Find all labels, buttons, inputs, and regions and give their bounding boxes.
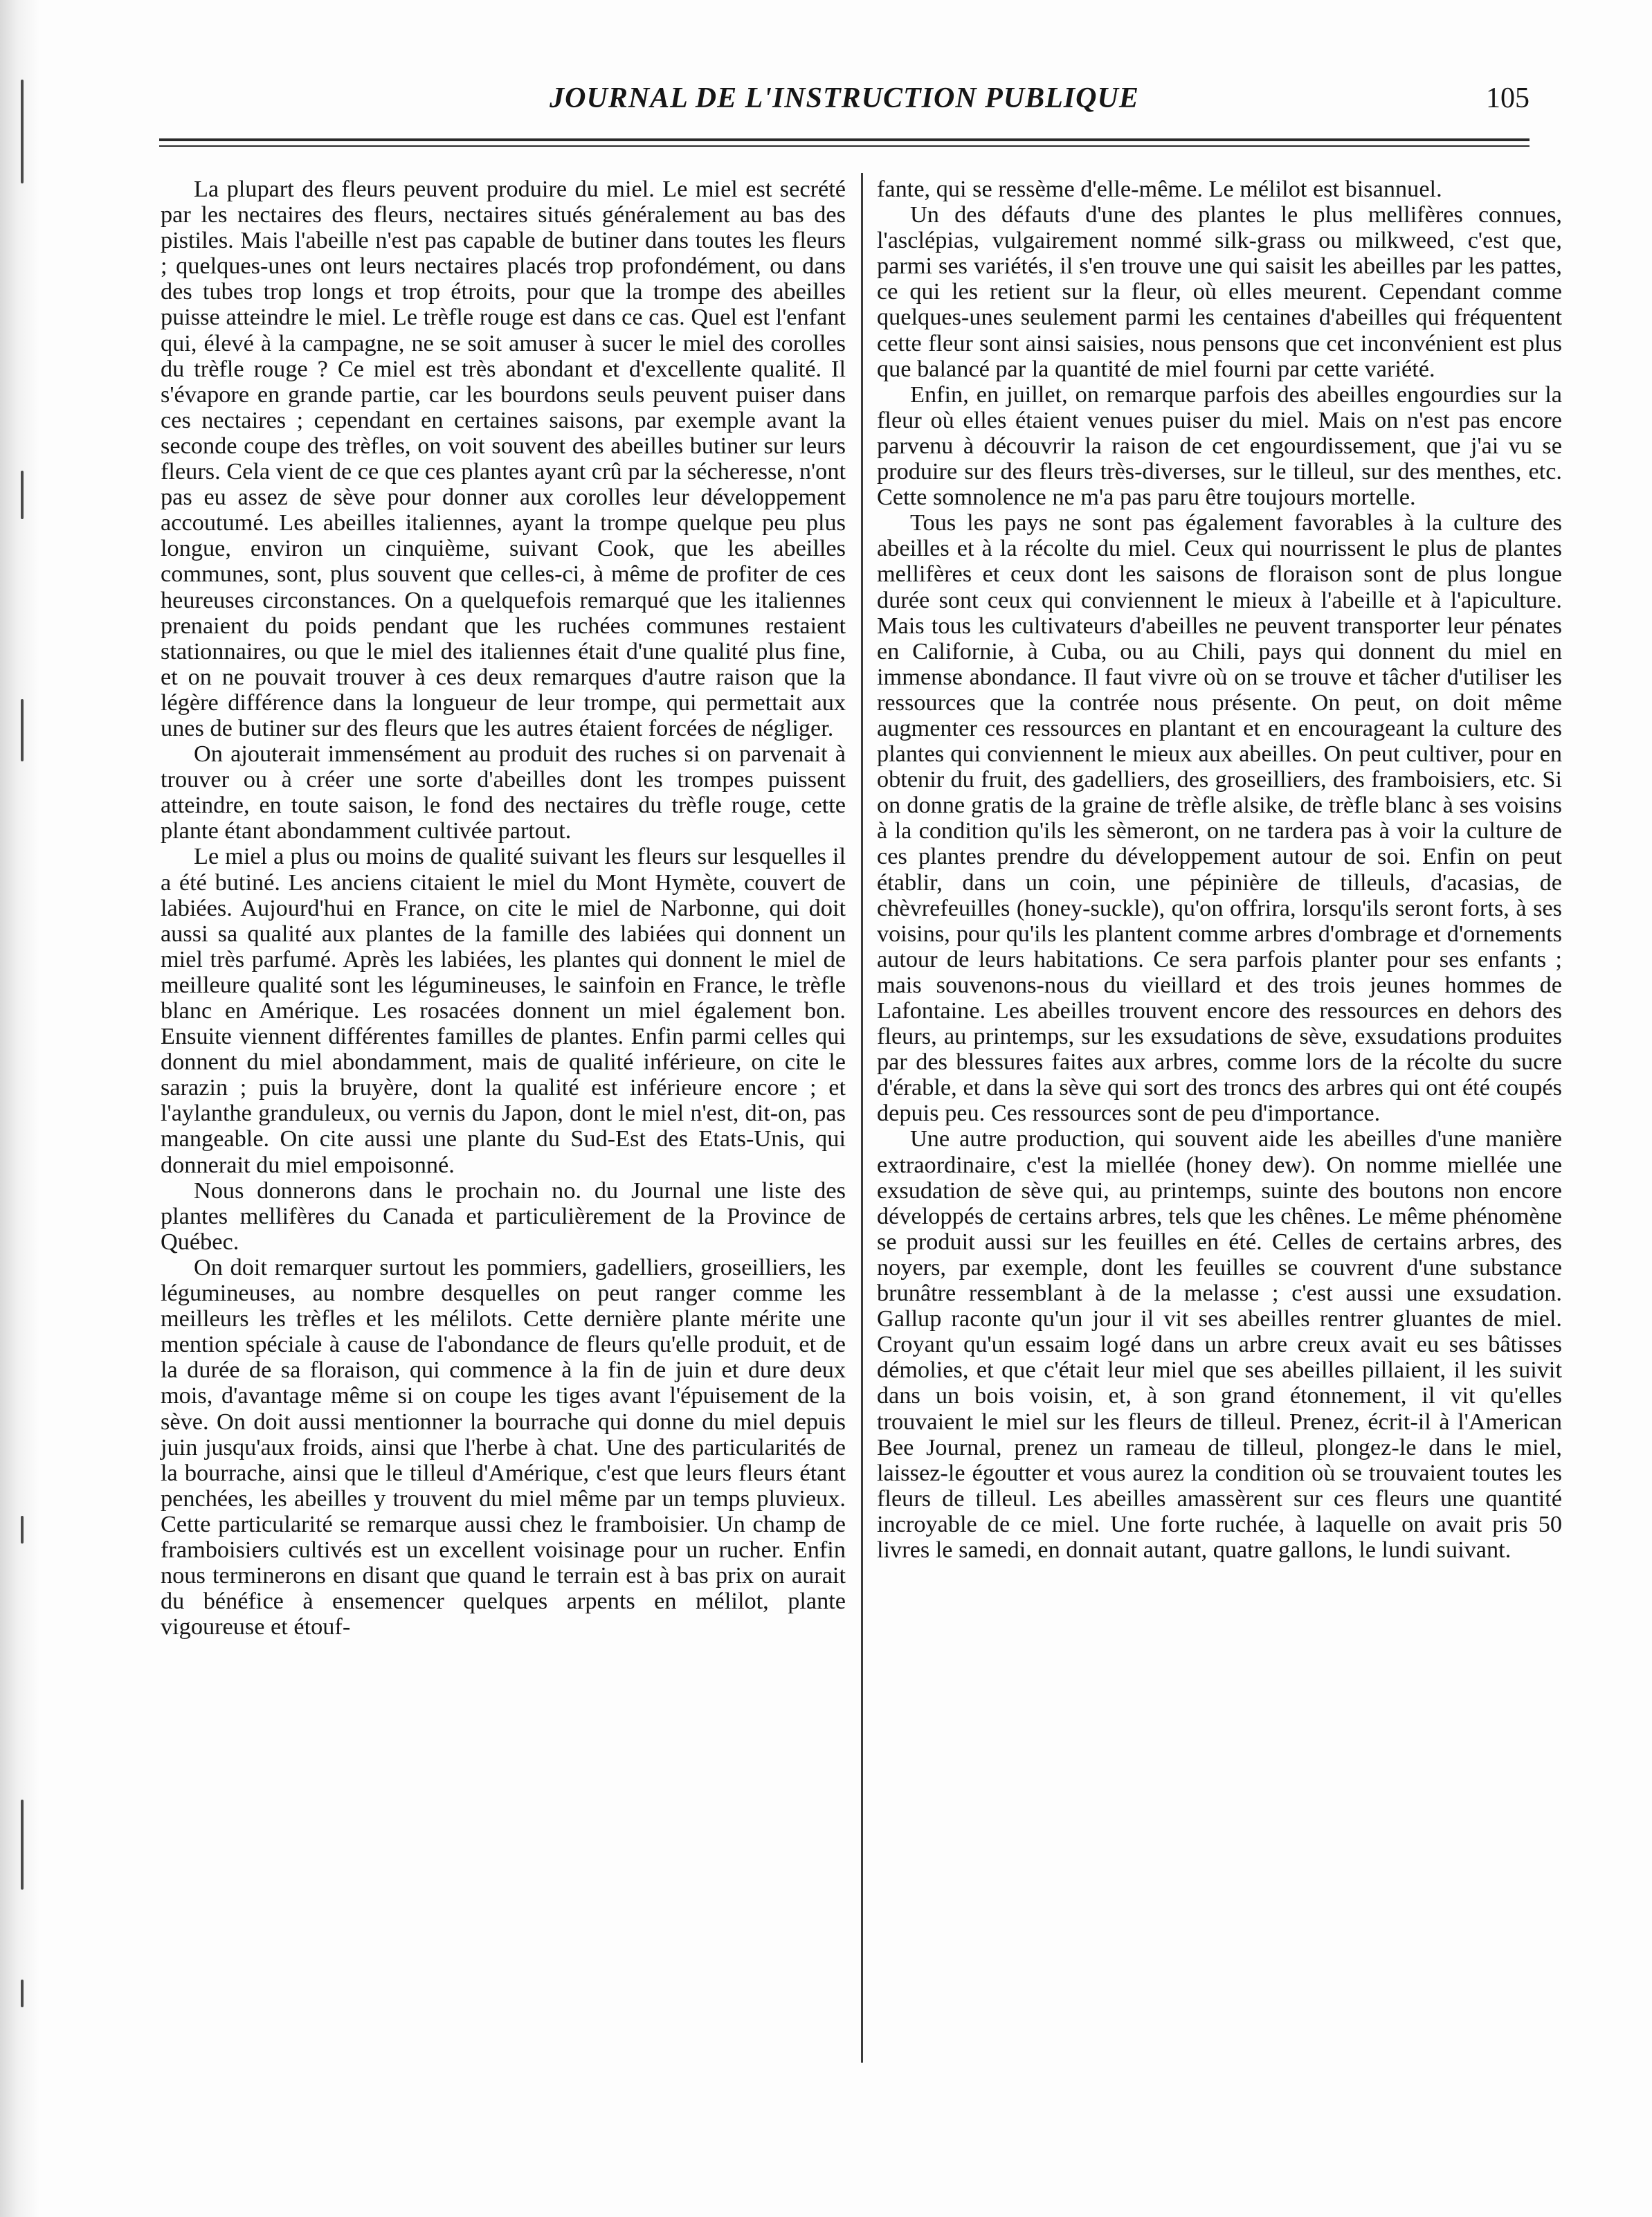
paragraph: Une autre production, qui souvent aide les abeilles d'une manière extraordinaire, c'est la miellée (honey dew). On nomme miellée une exsudation de sève qui, au printemps, suinte des boutons non encore développés de certains arbres, tels que les chênes. Le même phénomène se produit aussi sur les feuilles en été. Celles de certains arbres, des noyers, par exemple, dont les feuilles se couvrent d'une substance brunâtre ressemblant à de la melasse ; c'est aussi une exsudation. Gallup raconte qu'un jour il vit ses abeilles rentrer gluantes de miel. Croyant qu'un essaim logé dans un arbre creux avait eu ses bâtisses démolies, et que c'était leur miel que ses abeilles pillaient, il les suivit dans un bois voisin, et, à son grand étonnement, il vit qu'elles trouvaient le miel sur les fleurs de tilleul. Prenez, écrit-il à l'American Bee Journal, prenez un rameau de tilleul, plongez-le dans le miel, laissez-le égoutter et vous aurez la condition où se trouvaient toutes les fleurs de tilleul. Les abeilles amassèrent sur ces fleurs une quantité incroyable de ce miel. Une forte ruchée, à laquelle on avait pris 50 livres le samedi, en donnait autant, quatre gallons, le lundi suivant. [877,1125,1562,1563]
left-column [161,177,846,1640]
header-rule-thin [159,145,1530,147]
paragraph: Nous donnerons dans le prochain no. du Journal une liste des plantes mellifères du Canada et particulièrement de la Province de Québec. [161,1177,846,1255]
page-header [159,82,1530,137]
running-title: JOURNAL DE L'INSTRUCTION PUBLIQUE [550,82,1139,114]
paragraph: fante, qui se ressème d'elle-même. Le mélilot est bisannuel. [877,176,1442,202]
paragraph: On doit remarquer surtout les pommiers, gadelliers, groseilliers, les légumineuses, au nombre desquelles on peut ranger comme les meilleurs les trèfles et les mélilots. Cette dernière plante mérite une mention spéciale à cause de l'abondance de fleurs qu'elle produit, et de la durée de sa floraison, qui commence à la fin de juin et dure deux mois, d'avantage même si on coupe les tiges avant l'épuisement de la sève. On doit aussi mentionner la bourrache qui donne du miel depuis juin jusqu'aux froids, ainsi que l'herbe à chat. Une des particularités de la bourrache, ainsi que le tilleul d'Amérique, c'est que leurs fleurs étant penchées, les abeilles y trouvent du miel même par un temps pluvieux. Cette particularité se remarque aussi chez le framboisier. Un champ de framboisiers cultivés est un excellent voisinage pour un rucher. Enfin nous terminerons en disant que quand le terrain est à bas prix on aurait du bénéfice à ensemencer quelques arpents en mélilot, plante vigoureuse et étouf- [161,1254,846,1640]
paragraph: Enfin, en juillet, on remarque parfois des abeilles engourdies sur la fleur où elles étaient venues puiser du miel. Mais on n'est pas encore parvenu à découvrir la raison de cet engourdissement, que j'ai vu se produire sur des fleurs très-diverses, sur le tilleul, sur des menthes, etc. Cette somnolence ne m'a pas paru être toujours mortelle. [877,381,1562,511]
column-divider [861,173,863,2063]
paragraph: Un des défauts d'une des plantes le plus mellifères connues, l'asclépias, vulgairement nommé silk-grass ou milkweed, c'est que, parmi ses variétés, il s'en trouve une qui saisit les abeilles par les pattes, ce qui les retient sur la fleur, où elles meurent. Cependant comme quelques-unes seulement parmi les centaines d'abeilles qui fréquentent cette fleur sont ainsi saisies, nous pensons que cet inconvénient est plus que balancé par la quantité de miel fourni par cette variété. [877,201,1562,382]
paragraph: La plupart des fleurs peuvent produire du miel. Le miel est secrété par les nectaires des fleurs, nectaires situés généralement au bas des pistiles. Mais l'abeille n'est pas capable de butiner dans toutes les fleurs ; quelques-unes ont leurs nectaires placés trop profondément, ou dans des tubes trop longs et trop étroits, pour que la trompe des abeilles puisse atteindre le miel. Le trèfle rouge est dans ce cas. Quel est l'enfant qui, élevé à la campagne, ne se soit amuser à sucer le miel des corolles du trèfle rouge ? Ce miel est très abondant et d'excellente qualité. Il s'évapore en grande partie, car les bourdons seuls peuvent puiser dans ces nectaires ; cependant en certaines saisons, par exemple avant la seconde coupe des trèfles, on voit souvent des abeilles butiner sur leurs fleurs. Cela vient de ce que ces plantes ayant crû par la sécheresse, n'ont pas eu assez de sève pour donner aux corolles leur développement accoutumé. Les abeilles italiennes, ayant la trompe quelque peu plus longue, environ un cinquième, suivant Cook, que les abeilles communes, sont, plus souvent que celles-ci, à même de profiter de ces heureuses circonstances. On a quelquefois remarqué que les italiennes prenaient du poids pendant que les ruchées communes restaient stationnaires, ou que le miel des italiennes était d'une qualité plus fine, et on ne pouvait trouver à ces deux remarques d'autre raison que la légère différence dans la longueur de leur trompe, qui permettait aux unes de butiner sur des fleurs que les autres étaient forcées de négliger. [161,176,846,741]
page-number: 105 [1486,82,1530,114]
paragraph: Le miel a plus ou moins de qualité suivant les fleurs sur lesquelles il a été butiné. Les anciens citaient le miel du Mont Hymète, couvert de labiées. Aujourd'hui en France, on cite le miel de Narbonne, qui doit aussi sa qualité aux plantes de la famille des labiées qui donnent un miel très parfumé. Après les labiées, les plantes qui donnent le miel de meilleure qualité sont les légumineuses, le sainfoin en France, le trèfle blanc en Amérique. Les rosacées donnent un miel également bon. Ensuite viennent différentes familles de plantes. Enfin parmi celles qui donnent du miel abondamment, mais de qualité inférieure, on cite le sarazin ; puis la bruyère, dont la qualité est inférieure encore ; et l'aylanthe granduleux, ou vernis du Japon, dont le miel n'est, dit-on, pas mangeable. On cite aussi une plante du Sud-Est des Etats-Unis, qui donnerait du miel empoisonné. [161,843,846,1178]
page-binding-edge [0,0,40,2217]
right-column [877,177,1562,1563]
paragraph: Tous les pays ne sont pas également favorables à la culture des abeilles et à la récolte du miel. Ceux qui nourrissent le plus de plantes mellifères et ceux dont les saisons de floraison sont de plus longue durée sont ceux qui conviennent le mieux à l'abeille et à l'apiculture. Mais tous les cultivateurs d'abeilles ne peuvent transporter leur pénates en Californie, à Cuba, ou au Chili, pays qui donnent du miel en immense abondance. Il faut vivre où on se trouve et tâcher d'utiliser les ressources que la contrée nous présente. On peut, on doit même augmenter ces ressources en plantant et en encourageant la culture des plantes qui conviennent le mieux aux abeilles. On peut cultiver, pour en obtenir du fruit, des gadelliers, des groseilliers, des framboisiers, etc. Si on donne gratis de la graine de trèfle alsike, de trèfle blanc à ses voisins à la condition qu'ils les sèmeront, on ne tardera pas à voir la culture de ces plantes prendre du développement autour de soi. Enfin on peut établir, dans un coin, une pépinière de tilleuls, d'acasias, de chèvrefeuilles (honey-suckle), qu'on offrira, lorsqu'ils seront forts, à ses voisins, pour qu'ils les plantent comme arbres d'ombrage et d'ornements autour de leurs habitations. Ce sera parfois planter pour ses enfants ; mais souvenons-nous du vieillard et des trois jeunes hommes de Lafontaine. Les abeilles trouvent encore des ressources en dehors des fleurs, au printemps, sur les exsudations de sève, exsudations produites par des blessures faites aux arbres, comme lors de la récolte du sucre d'érable, et dans la sève qui sort des troncs des arbres qui ont été coupés depuis peu. Ces ressources sont de peu d'importance. [877,509,1562,1127]
paragraph: On ajouterait immensément au produit des ruches si on parvenait à trouver ou à créer une sorte d'abeilles dont les trompes puissent atteindre, en toute saison, le fond des nectaires du trèfle rouge, cette plante étant abondamment cultivée partout. [161,741,846,844]
header-rule [159,138,1530,141]
